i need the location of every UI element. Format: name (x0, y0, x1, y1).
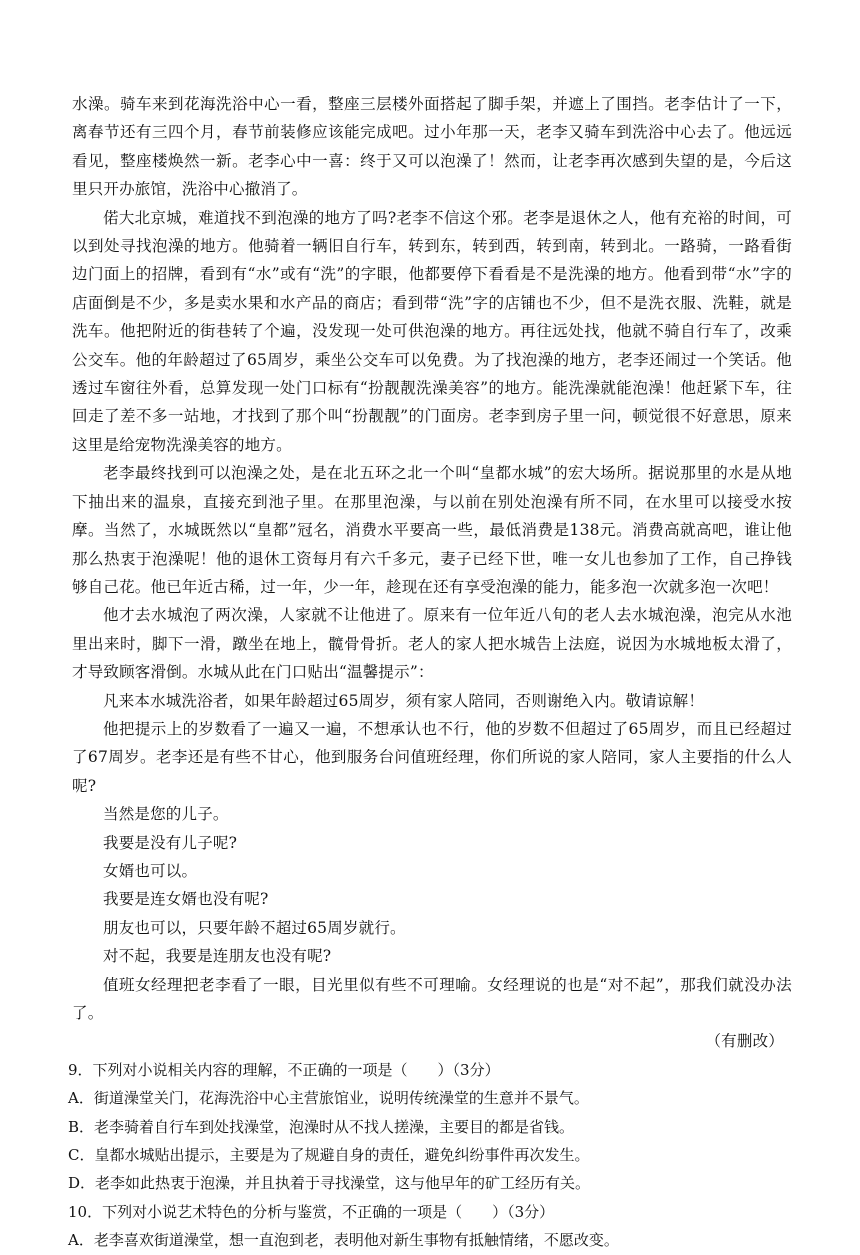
answer-option: A．老李喜欢街道澡堂，想一直泡到老，表明他对新生事物有抵触情绪，不愿改变。 (68, 1231, 619, 1250)
question-stem: 10．下列对小说艺术特色的分析与鉴赏，不正确的一项是（ ）（3分） (68, 1202, 555, 1221)
story-paragraph: 老李最终找到可以泡澡之处，是在北五环之北一个叫“皇都水城”的宏大场所。据说那里的水是从地下抽出来的温泉，直接充到池子里。在那里泡澡，与以前在别处泡澡有所不同，在水里可以接受水按摩。当然了，水城既然以“皇都”冠名，消费水平要高一些，最低消费是138元。消费高就高吧，谁让他那么热衷于泡澡呢！他的退休工资每月有六千多元，妻子已经下世，唯一女儿也参加了工作，自己挣钱够自己花。他已年近古稀，过一年，少一年，趁现在还有享受泡澡的能力，能多泡一次就多泡一次吧！ (72, 464, 792, 596)
story-paragraph: 我要是没有儿子呢? (103, 833, 238, 852)
answer-option: D．老李如此热衷于泡澡，并且执着于寻找澡堂，这与他早年的矿工经历有关。 (68, 1174, 591, 1193)
questions-section (68, 1056, 792, 1255)
story-text (72, 90, 792, 1027)
question-block (68, 1056, 792, 1198)
story-paragraph: 女婿也可以。 (103, 861, 198, 880)
story-paragraph: 他把提示上的岁数看了一遍又一遍，不想承认也不行，他的岁数不但超过了65周岁，而且已经超过了67周岁。老李还是有些不甘心，他到服务台问值班经理，你们所说的家人陪同，家人主要指的什么人呢? (72, 719, 792, 795)
answer-option: A．街道澡堂关门，花海洗浴中心主营旅馆业，说明传统澡堂的生意并不景气。 (68, 1089, 589, 1108)
story-paragraph: 我要是连女婿也没有呢? (103, 890, 269, 909)
story-paragraph: 对不起，我要是连朋友也没有呢? (103, 947, 332, 966)
story-paragraph: 偌大北京城，难道找不到泡澡的地方了吗?老李不信这个邪。老李是退休之人，他有充裕的时间，可以到处寻找泡澡的地方。他骑着一辆旧自行车，转到东，转到西，转到南，转到北。一路骑，一路看街边门面上的招牌，看到有“水”或有“洗”的字眼，他都要停下看看是不是洗澡的地方。他看到带“水”字的店面倒是不少，多是卖水果和水产品的商店；看到带“洗”字的店铺也不少，但不是洗衣服、洗鞋，就是洗车。他把附近的街巷转了个遍，没发现一处可供泡澡的地方。再往远处找，他就不骑自行车了，改乘公交车。他的年龄超过了65周岁，乘坐公交车可以免费。为了找泡澡的地方，老李还闹过一个笑话。他透过车窗往外看，总算发现一处门口标有“扮靓靓洗澡美容”的地方。能洗澡就能泡澡！他赶紧下车，往回走了差不多一站地，才找到了那个叫“扮靓靓”的门面房。老李到房子里一问，顿觉很不好意思，原来这里是给宠物洗澡美容的地方。 (72, 208, 792, 454)
question-stem: 9．下列对小说相关内容的理解，不正确的一项是（ ）（3分） (68, 1060, 500, 1079)
question-block (68, 1198, 792, 1255)
answer-option: B．老李骑着自行车到处找澡堂，泡澡时从不找人搓澡，主要目的都是省钱。 (68, 1117, 575, 1136)
story-paragraph: 水澡。骑车来到花海洗浴中心一看，整座三层楼外面搭起了脚手架，并遮上了围挡。老李估计了一下，离春节还有三四个月，春节前装修应该能完成吧。过小年那一天，老李又骑车到洗浴中心去了。他远远看见，整座楼焕然一新。老李心中一喜：终于又可以泡澡了！然而，让老李再次感到失望的是，今后这里只开办旅馆，洗浴中心撤消了。 (72, 95, 792, 199)
story-paragraph: 朋友也可以，只要年龄不超过65周岁就行。 (103, 918, 406, 937)
story-paragraph: 当然是您的儿子。 (103, 805, 229, 824)
story-paragraph: 值班女经理把老李看了一眼，目光里似有些不可理喻。女经理说的也是“对不起”，那我们就没办法了。 (72, 975, 792, 1022)
document-page (68, 90, 792, 1255)
answer-option: C．皇都水城贴出提示，主要是为了规避自身的责任，避免纠纷事件再次发生。 (68, 1146, 590, 1165)
source-note: （有删改） (705, 1032, 784, 1051)
story-paragraph: 他才去水城泡了两次澡，人家就不让他进了。原来有一位年近八旬的老人去水城泡澡，泡完从水池里出来时，脚下一滑，蹾坐在地上，髋骨骨折。老人的家人把水城告上法庭，说因为水城地板太滑了，才导致顾客滑倒。水城从此在门口贴出“温馨提示”： (72, 606, 792, 682)
story-paragraph: 凡来本水城洗浴者，如果年龄超过65周岁，须有家人陪同，否则谢绝入内。敬请谅解！ (103, 691, 705, 710)
